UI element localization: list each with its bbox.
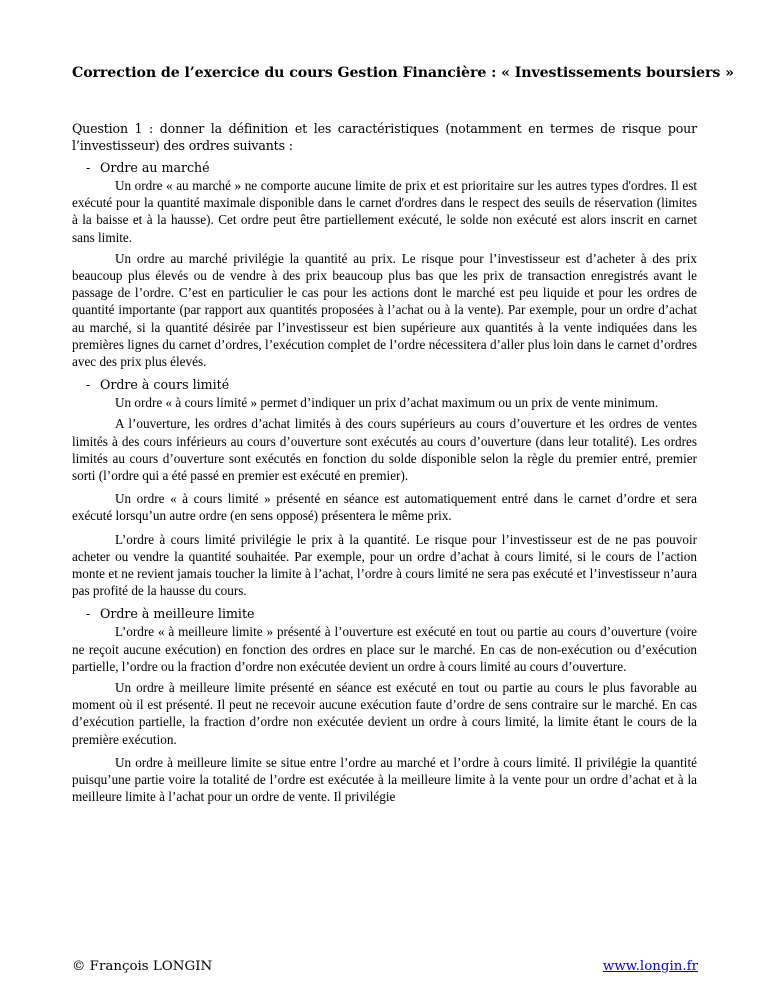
- footer-website-link[interactable]: www.longin.fr: [602, 959, 698, 974]
- bullet-dash: -: [86, 377, 91, 393]
- paragraph: Un ordre à meilleure limite se situe entre l’ordre au marché et l’ordre à cours limité. Il privilégie la quantité puisqu’une partie voire la totalité de l’ordre est exécutée à la meilleure limite à la vente pour un ordre d’achat et à la meilleure limite à l’achat pour un ordre de vente. Il privilégie: [72, 754, 697, 805]
- section-heading-ordre-a-meilleure-limite: [72, 605, 697, 623]
- document-page: [72, 0, 734, 994]
- paragraph: Un ordre « au marché » ne comporte aucune limite de prix et est prioritaire sur les autres types d'ordres. Il est exécuté pour la quantité maximale disponible dans le carnet d'ordres dans le respect des seuils de réservation (limites à la baisse et à la hausse). Cet ordre peut être partiellement exécuté, le solde non exécuté est alors inscrit en carnet sans limite.: [72, 178, 697, 245]
- bullet-dash: -: [86, 606, 91, 622]
- section-heading-ordre-au-marche: [72, 159, 697, 177]
- section-title: Ordre à cours limité: [100, 377, 230, 393]
- document-body: [72, 120, 697, 812]
- section-title: Ordre au marché: [100, 160, 210, 175]
- paragraph: L’ordre à cours limité privilégie le prix à la quantité. Le risque pour l’investisseur est de ne pas pouvoir acheter ou vendre la quantité souhaitée. Par exemple, pour un ordre d’achat à cours limité, si le cours de l’action monte et ne revient jamais toucher la limite à l’achat, l’ordre à cours limité ne sera pas exécuté et l’investisseur n’aura pas profité de la hausse du cours.: [72, 531, 697, 599]
- paragraph: Un ordre « à cours limité » permet d’indiquer un prix d’achat maximum ou un prix de vente minimum.: [115, 395, 659, 411]
- section-heading-ordre-a-cours-limite: [72, 376, 697, 394]
- paragraph: Un ordre à meilleure limite présenté en séance est exécuté en tout ou partie au cours le plus favorable au moment où il est présenté. Il peut ne recevoir aucune exécution faute d’ordre de sens contraire sur le marché. En cas d’exécution partielle, la fraction d’ordre non exécutée devient un ordre à cours limité, la limite étant le cours de la première exécution.: [72, 680, 697, 747]
- paragraph: Un ordre au marché privilégie la quantité au prix. Le risque pour l’investisseur est d’acheter à des prix beaucoup plus élevés ou de vendre à des prix beaucoup plus bas que les prix de transaction enregistrés avant le passage de l’ordre. C’est en particulier le cas pour les actions dont le marché est peu liquide et pour les ordres de quantité importante (par rapport aux quantités proposées à l’achat ou à la vente). Par exemple, pour un ordre d’achat au marché, si la quantité désirée par l’investisseur est bien supérieure aux quantités à la vente indiquées dans les premières lignes du carnet d’ordres, l’exécution complet de l’ordre nécessitera d’aller plus loin dans le carnet d’ordres avec des prix plus élevés.: [72, 250, 697, 370]
- paragraph: A l’ouverture, les ordres d’achat limités à des cours supérieurs au cours d’ouverture et les ordres de ventes limités à des cours inférieurs au cours d’ouverture sont exécutés au cours d’ouverture (dans leur totalité). Les ordres limités au cours d’ouverture sont exécutés en fonction du solde disponible selon la règle du premier entré, premier sorti (l’ordre qui a été passé en premier est exécuté en premier).: [72, 416, 697, 484]
- section-title: Ordre à meilleure limite: [100, 606, 255, 622]
- footer-copyright: © François LONGIN: [72, 959, 213, 974]
- paragraph: Un ordre « à cours limité » présenté en séance est automatiquement entré dans le carnet d’ordre et sera exécuté lorsqu’un autre ordre (en sens opposé) présentera le même prix.: [72, 491, 697, 524]
- question-heading: Question 1 : donner la définition et les caractéristiques (notamment en termes de risque pour l’investisseur) des ordres suivants :: [72, 121, 697, 153]
- bullet-dash: -: [86, 160, 91, 175]
- paragraph: L’ordre « à meilleure limite » présenté à l’ouverture est exécuté en tout ou partie au cours d’ouverture (voire ne reçoit aucune exécution) en fonction des ordres en place sur le marché. En cas de non-exécution ou d’exécution partielle, l’ordre ou la fraction d’ordre non exécutée devient un ordre à cours limité au cours d’ouverture.: [72, 624, 697, 674]
- document-title: Correction de l’exercice du cours Gestion Financière : « Investissements boursiers »: [72, 65, 734, 81]
